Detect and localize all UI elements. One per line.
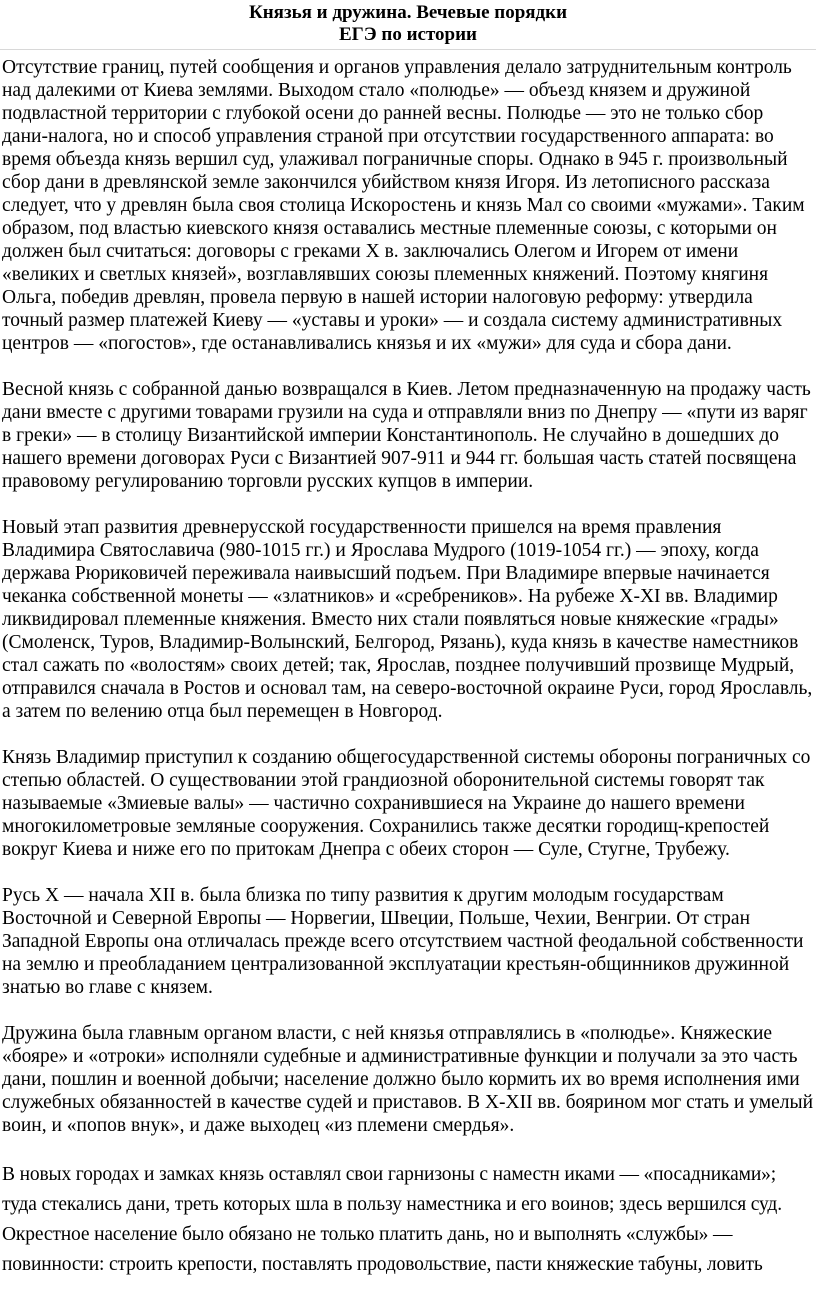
document-header: [0, 0, 816, 46]
document-body: [2, 56, 814, 1280]
paragraph-europe: Русь X — начала XII в. была близка по типу развития к другим молодым государствам Восточной и Северной Европы — Норвегии, Швеции, Польше, Чехии, Венгрии. От стран Западной Европы она отличалась прежде всего отсутствием частной феодальной собственности на землю и преобладанием централизованной эксплуатации крестьян-общинников дружинной знатью во главе с князем.: [2, 885, 804, 998]
paragraph-druzhina: Дружина была главным органом власти, с ней князья отправлялись в «полюдье». Княжеские «бояре» и «отроки» исполняли судебные и административные функции и получали за это часть дани, пошлин и военной добычи; население должно было кормить их во время исполнения ими служебных обязанностей в качестве судей и приставов. В X-XII вв. боярином мог стать и умелый воин, и «попов внук», и даже выходец «из племени смердья».: [2, 1023, 814, 1136]
header-divider: [0, 49, 816, 50]
paragraph-posadniki: В новых городах и замках князь оставлял свои гарнизоны с наместн иками — «посадниками»; туда стекались дани, треть которых шла в пользу наместника и его воинов; здесь вершился суд. Окрестное население было обязано не только платить дань, но и выполнять «службы» — повинности: строить крепости, поставлять продовольствие, пасти княжеские табуны, ловить: [2, 1164, 782, 1275]
document-title: Князья и дружина. Вечевые порядки: [248, 2, 568, 23]
paragraph-polyudye: Отсутствие границ, путей сообщения и органов управления делало затруднительным контроль над далекими от Киева землями. Выходом стало «полюдье» — объезд князем и дружиной подвластной территории с глубокой осени до ранней весны. Полюдье — это не только сбор дани-налога, но и способ управления страной при отсутствии государственного аппарата: во время объезда князь вершил суд, улаживал пограничные споры. Однако в 945 г. произвольный сбор дани в древлянской земле закончился убийством князя Игоря. Из летописного рассказа следует, что у древлян была своя столица Искоростень и князь Мал со своими «мужами». Таким образом, под властью киевского князя оставались местные племенные союзы, с которыми он должен был считаться: договоры с греками X в. заключались Олегом и Игорем от имени «великих и светлых князей», возглавлявших союзы племенных княжений. Поэтому княгиня Ольга, победив древлян, провела первую в нашей истории налоговую реформу: утвердила точный размер платежей Киеву — «уставы и уроки» — и создала систему административных центров — «погостов», где останавливались князья и их «мужи» для суда и сбора дани.: [2, 57, 805, 354]
paragraph-trade: Весной князь с собранной данью возвращался в Киев. Летом предназначенную на продажу часть дани вместе с другими товарами грузили на суда и отправляли вниз по Днепру — «пути из варяг в греки» — в столицу Византийской империи Константинополь. Не случайно в дошедших до нашего времени договорах Руси с Византией 907-911 и 944 гг. большая часть статей посвящена правовому регулированию торговли русских купцов в империи.: [2, 379, 811, 492]
paragraph-vladimir-yaroslav: Новый этап развития древнерусской государственности пришелся на время правления Владимира Святославича (980-1015 гг.) и Ярослава Мудрого (1019-1054 гг.) — эпоху, когда держава Рюриковичей переживала наивысший подъем. При Владимире впервые начинается чеканка собственной монеты — «златников» и «сребреников». На рубеже X-XI вв. Владимир ликвидировал племенные княжения. Вместо них стали появляться новые княжеские «грады» (Смоленск, Туров, Владимир-Волынский, Белгород, Рязань), куда князь в качестве наместников стал сажать по «волостям» своих детей; так, Ярослав, позднее получивший прозвище Мудрый, отправился сначала в Ростов и основал там, на северо-восточной окраине Руси, город Ярославль, а затем по велению отца был перемещен в Новгород.: [2, 517, 813, 722]
document-subtitle: ЕГЭ по истории: [338, 24, 478, 45]
paragraph-defense: Князь Владимир приступил к созданию общегосударственной системы обороны пограничных со степью областей. О существовании этой грандиозной оборонительной системы говорят так называемые «Змиевые валы» — частично сохранившиеся на Украине до нашего времени многокилометровые земляные сооружения. Сохранились также десятки городищ-крепостей вокруг Киева и ниже его по притокам Днепра с обеих сторон — Суле, Стугне, Трубежу.: [2, 747, 811, 860]
